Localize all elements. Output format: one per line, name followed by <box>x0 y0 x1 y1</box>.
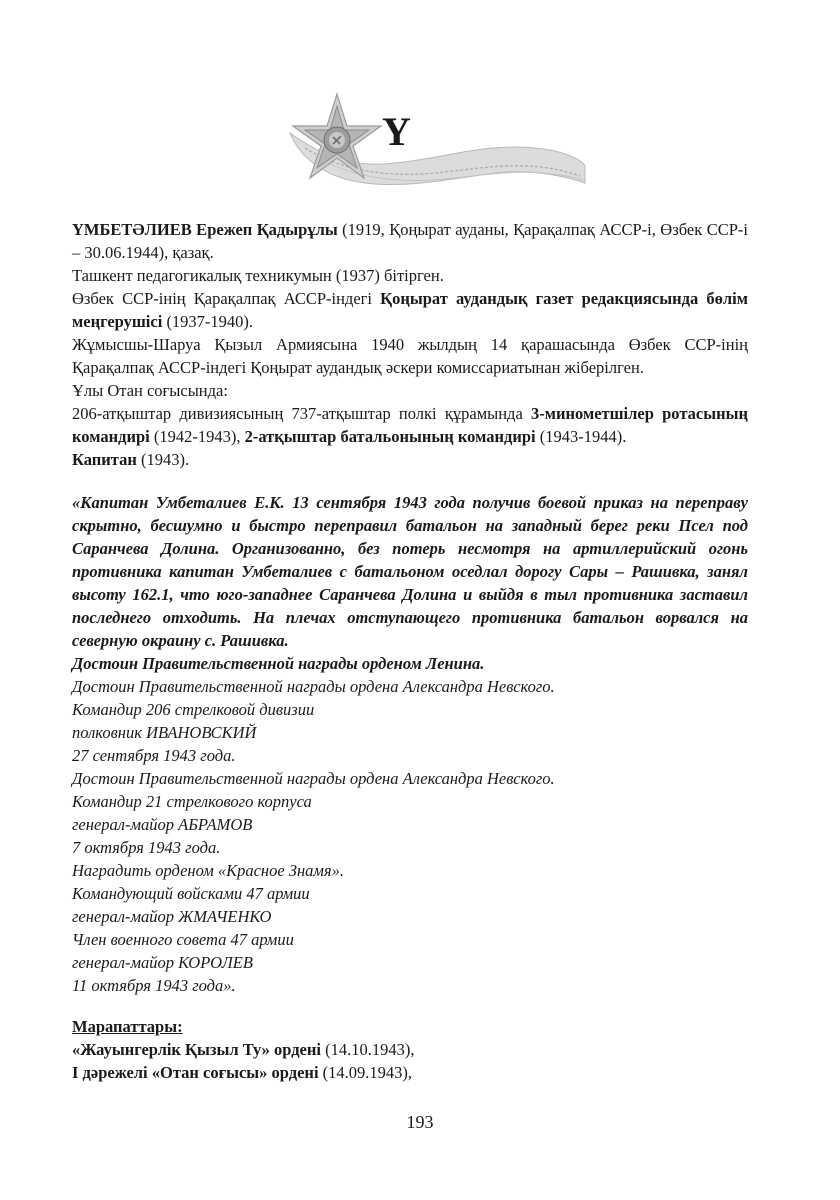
rank-title: Капитан <box>72 450 137 469</box>
citation-line: Член военного совета 47 армии <box>72 930 294 949</box>
service-prefix: 206-атқыштар дивизиясының 737-атқыштар полкі құрамында <box>72 404 532 423</box>
army-line: Жұмысшы-Шаруа Қызыл Армиясына 1940 жылдың 14 қарашасында Өзбек ССР-інің Қарақалпақ АССР-індегі Қоңырат аудандық әскери комиссариатынан жіберілген. <box>72 335 748 377</box>
job-prefix: Өзбек ССР-інің Қарақалпақ АССР-індегі <box>72 289 381 308</box>
citation-line: полковник ИВАНОВСКИЙ <box>72 723 257 742</box>
section-letter: Ү <box>382 109 411 154</box>
article-body <box>72 218 748 1084</box>
citation-line: 11 октября 1943 года». <box>72 976 236 995</box>
job-line <box>72 287 748 333</box>
citation-line: Командир 21 стрелкового корпуса <box>72 792 312 811</box>
award-item <box>72 1061 748 1084</box>
citation-text: «Капитан Умбеталиев Е.К. 13 сентября 1943 года получив боевой приказ на переправу скрытно, бесшумно и быстро переправил батальон на западный берег реки Псел под Саранчева Долина. Организованно, без потерь несмотря на артиллерийский огонь противника капитан Умбеталиев с батальоном оседлал дорогу Сары – Рашивка, занял высоту 162.1, что юго-западнее Саранчева Долина и выйдя в тыл противника заставил последнего отходить. На плечах отступающего противника батальон ворвался на северную окраину с. Рашивка. <box>72 493 748 650</box>
citation-line: 7 октября 1943 года. <box>72 838 221 857</box>
award-date: (14.09.1943), <box>318 1063 413 1082</box>
citation-line: генерал-майор АБРАМОВ <box>72 815 253 834</box>
service-years-1: (1942-1943), <box>149 427 245 446</box>
citation-line: Командующий войсками 47 армии <box>72 884 310 903</box>
service-line <box>72 402 748 448</box>
order-patriotic-war-emblem-icon <box>285 88 590 198</box>
citation-line: Достоин Правительственной награды ордена Александра Невского. <box>72 677 555 696</box>
citation-line: Командир 206 стрелковой дивизии <box>72 700 315 719</box>
award-name: «Жауынгерлік Қызыл Ту» ордені <box>72 1040 321 1059</box>
bio-name-line <box>72 218 748 264</box>
award-date: (14.10.1943), <box>320 1040 415 1059</box>
person-name: ҮМБЕТӘЛИЕВ Ережеп Қадырұлы <box>72 220 338 239</box>
job-position: Қоңырат аудандық газет редакциясында бөлім меңгерушісі <box>72 289 748 331</box>
education-line: Ташкент педагогикалық техникумын (1937) бітірген. <box>72 266 444 285</box>
award-name: I дәрежелі «Отан соғысы» ордені <box>72 1063 319 1082</box>
awards-title: Марапаттары: <box>72 1017 183 1036</box>
service-position-2: 2-атқыштар батальонының командирі <box>244 427 536 446</box>
job-years: (1937-1940). <box>162 312 254 331</box>
award-citation <box>72 491 748 997</box>
citation-line: генерал-майор КОРОЛЕВ <box>72 953 253 972</box>
page-number: 193 <box>406 1112 434 1132</box>
birth-info: (1919, Қоңырат ауданы, Қарақалпақ АССР-і, Өзбек ССР-і – 30.06.1944), қазақ. <box>72 220 748 262</box>
war-label: Ұлы Отан соғысында: <box>72 381 228 400</box>
citation-lenin: Достоин Правительственной награды орденом Ленина. <box>72 654 485 673</box>
service-years-2: (1943-1944). <box>535 427 627 446</box>
rank-year: (1943). <box>136 450 190 469</box>
awards-section <box>72 1015 748 1084</box>
service-position-1: 3-минометшілер ротасының командирі <box>72 404 748 446</box>
citation-line: 27 сентября 1943 года. <box>72 746 236 765</box>
rank-line <box>72 448 748 471</box>
citation-line: Достоин Правительственной награды ордена Александра Невского. <box>72 769 555 788</box>
citation-line: Наградить орденом «Красное Знамя». <box>72 861 344 880</box>
award-item <box>72 1038 748 1061</box>
citation-line: генерал-майор ЖМАЧЕНКО <box>72 907 272 926</box>
